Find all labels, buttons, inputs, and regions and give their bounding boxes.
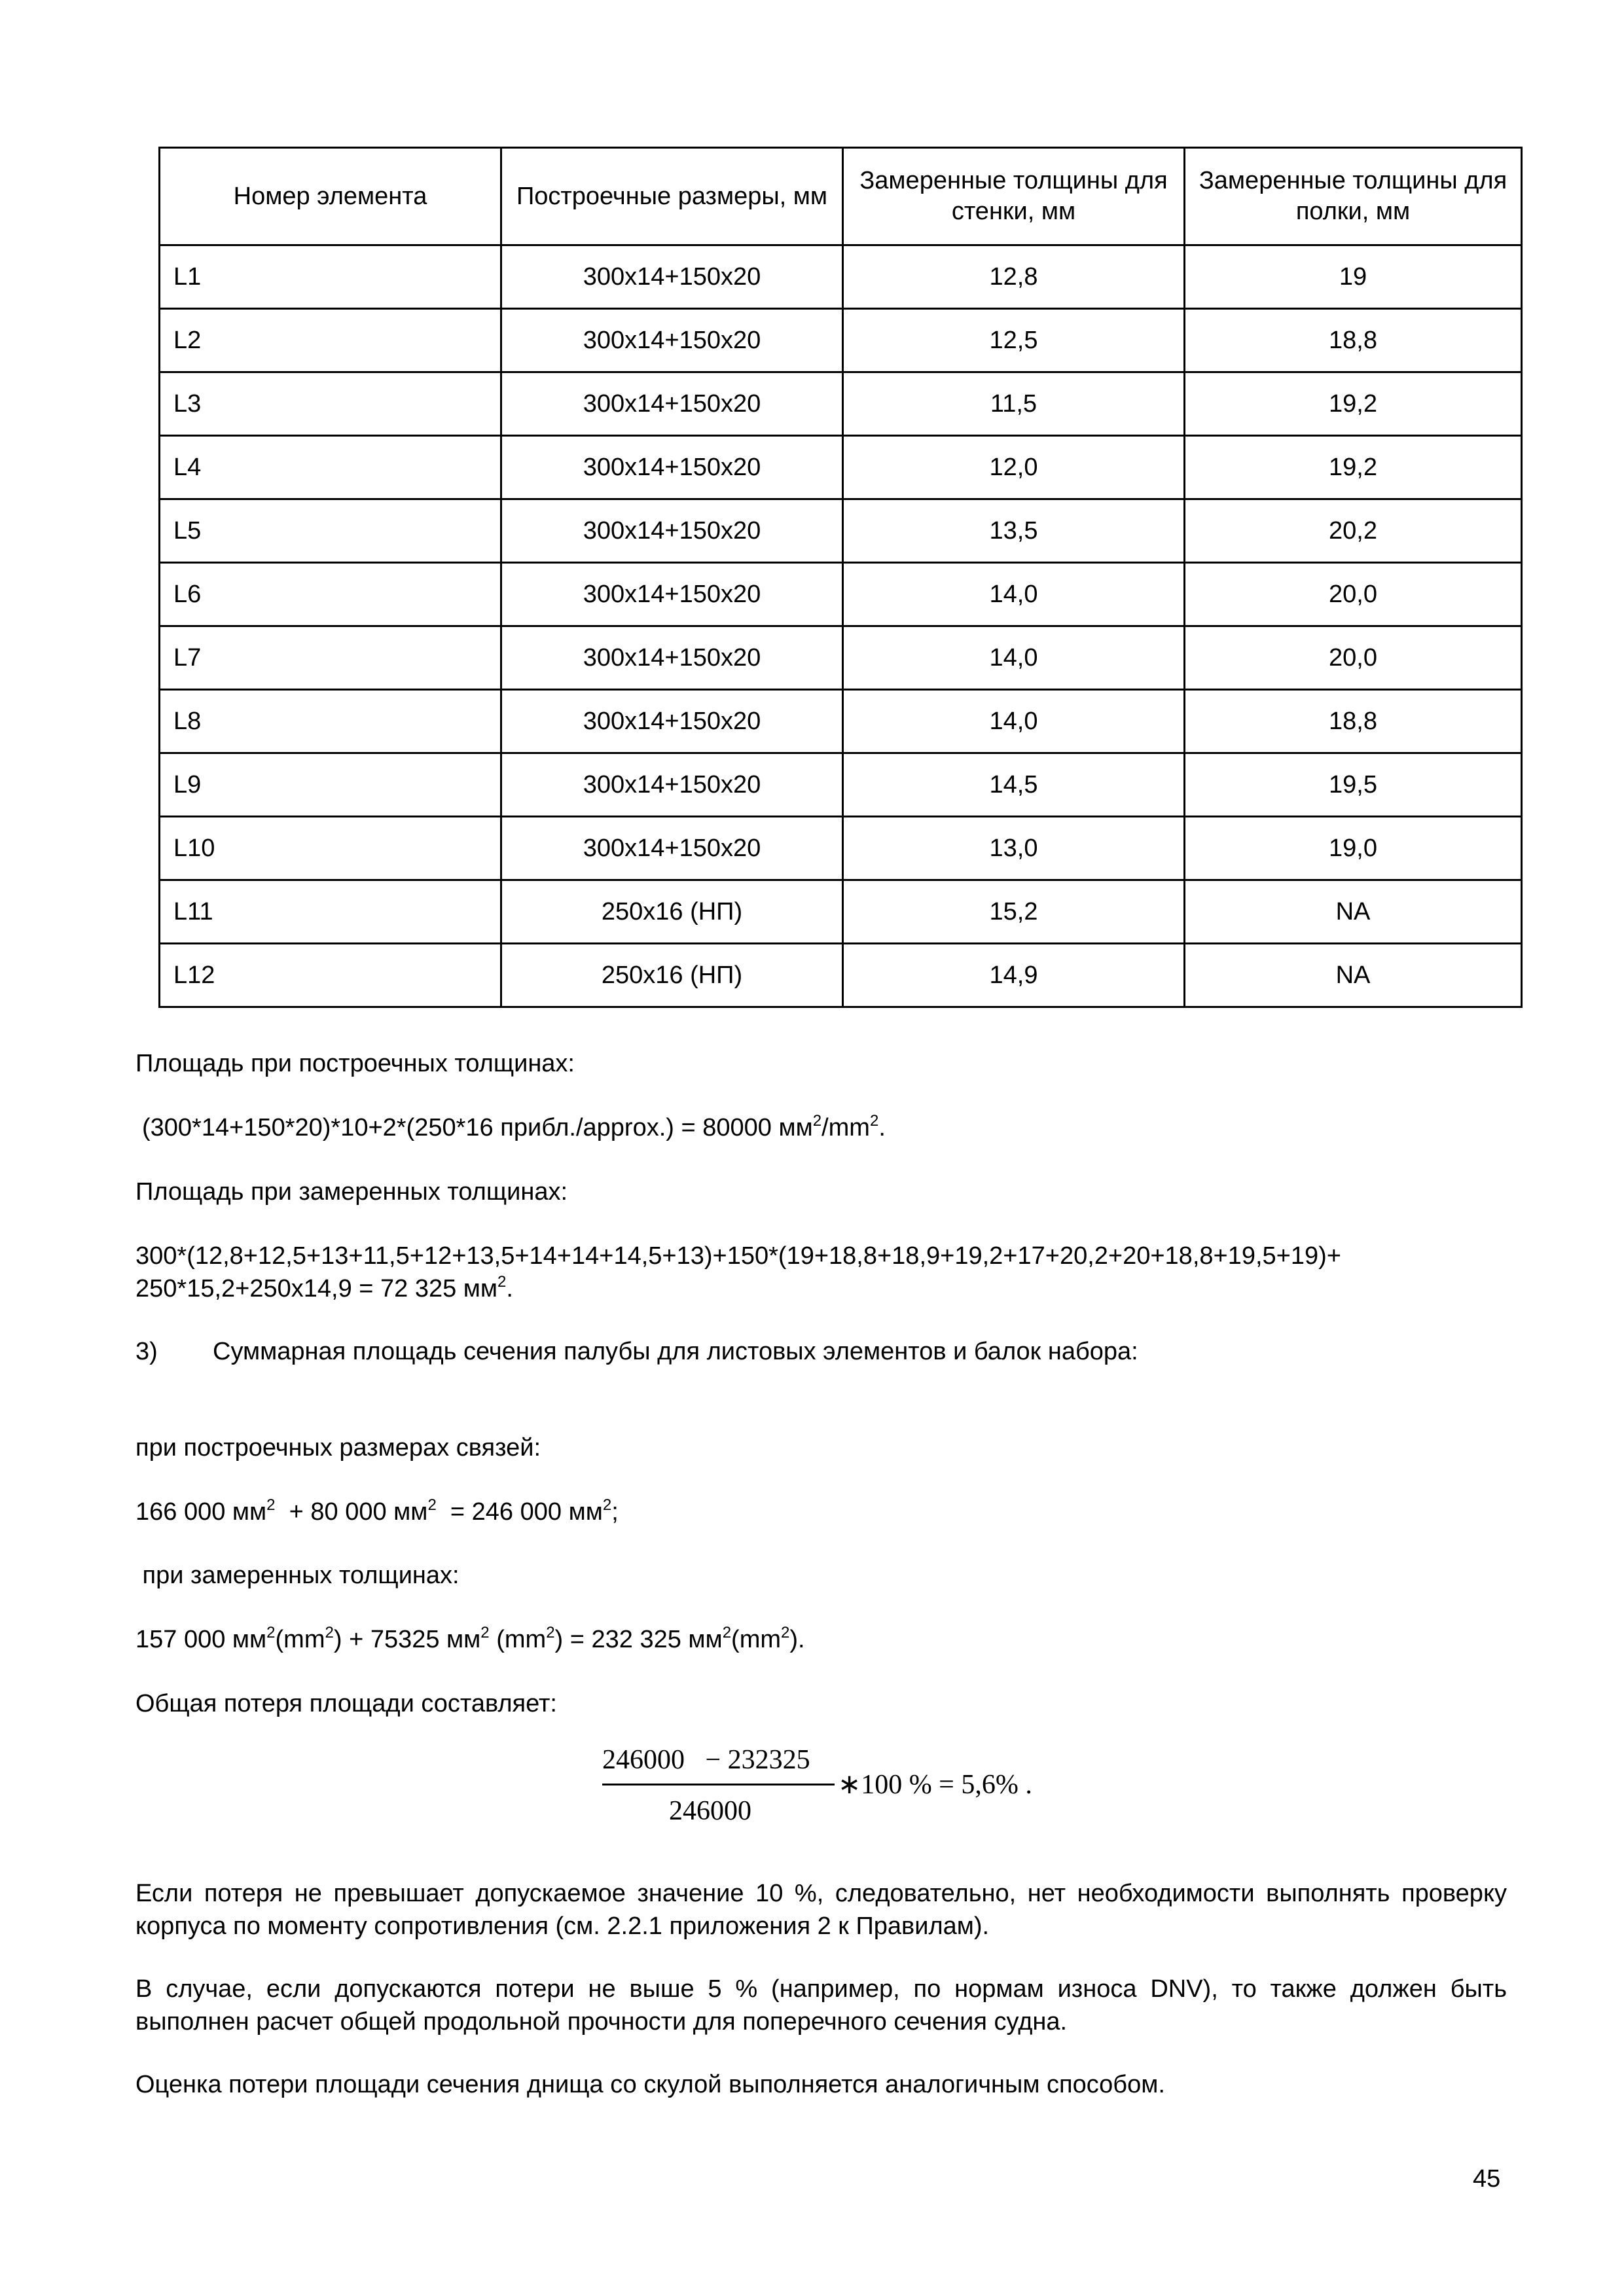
table-row xyxy=(160,690,1522,753)
table-body xyxy=(160,245,1522,1007)
cell-flange-thickness: 19,2 xyxy=(1185,372,1522,436)
cell-element-number: L10 xyxy=(160,817,501,880)
section-3-number: 3) xyxy=(135,1338,158,1365)
cell-built-size: 300x14+150x20 xyxy=(501,499,843,563)
area-measured-formula-line1: 300*(12,8+12,5+13+11,5+12+13,5+14+14+14,5+13)+150*(19+18,8+18,9+19,2+17+20,2+20+18,8+19,5+19)+ xyxy=(135,1242,1341,1270)
formula-denominator: 246000 xyxy=(669,1796,751,1826)
cell-built-size: 300x14+150x20 xyxy=(501,309,843,372)
thickness-table xyxy=(158,147,1523,1008)
cell-web-thickness: 12,5 xyxy=(843,309,1185,372)
loss-formula xyxy=(602,1744,1060,1849)
cell-element-number: L3 xyxy=(160,372,501,436)
table-row xyxy=(160,436,1522,499)
cell-element-number: L8 xyxy=(160,690,501,753)
cell-flange-thickness: 20,0 xyxy=(1185,563,1522,626)
cell-web-thickness: 15,2 xyxy=(843,880,1185,944)
cell-element-number: L7 xyxy=(160,626,501,690)
header-element-number: Номер элемента xyxy=(160,148,501,245)
cell-web-thickness: 14,9 xyxy=(843,944,1185,1007)
area-built-formula: (300*14+150*20)*10+2*(250*16 прибл./approx.) = 80000 $мм^2/mm^2$. xyxy=(142,1112,886,1141)
paragraph-loss-limit: Если потеря не превышает допускаемое значение 10 %, следовательно, нет необходимости выполнять проверку корпуса по моменту сопротивления (см. 2.2.1 приложения 2 к Правилам). xyxy=(135,1880,1507,1940)
table-row xyxy=(160,499,1522,563)
cell-web-thickness: 12,0 xyxy=(843,436,1185,499)
cell-element-number: L4 xyxy=(160,436,501,499)
paragraph-dnv-note: В случае, если допускаются потери не выше 5 % (например, по нормам износа DNV), то также должен быть выполнен расчет общей продольной прочности для поперечного сечения судна. xyxy=(135,1975,1507,2036)
cell-built-size: 300x14+150x20 xyxy=(501,563,843,626)
table-row xyxy=(160,372,1522,436)
cell-web-thickness: 13,5 xyxy=(843,499,1185,563)
cell-built-size: 300x14+150x20 xyxy=(501,690,843,753)
cell-element-number: L12 xyxy=(160,944,501,1007)
total-loss-label: Общая потеря площади составляет: xyxy=(135,1690,557,1717)
cell-built-size: 300x14+150x20 xyxy=(501,372,843,436)
cell-element-number: L11 xyxy=(160,880,501,944)
cell-web-thickness: 14,0 xyxy=(843,563,1185,626)
cell-web-thickness: 14,5 xyxy=(843,753,1185,817)
cell-flange-thickness: 19,5 xyxy=(1185,753,1522,817)
cell-element-number: L9 xyxy=(160,753,501,817)
cell-built-size: 300x14+150x20 xyxy=(501,817,843,880)
cell-element-number: L2 xyxy=(160,309,501,372)
cell-flange-thickness: 20,2 xyxy=(1185,499,1522,563)
cell-web-thickness: 14,0 xyxy=(843,690,1185,753)
cell-built-size: 300x14+150x20 xyxy=(501,245,843,309)
table-row xyxy=(160,944,1522,1007)
cell-web-thickness: 14,0 xyxy=(843,626,1185,690)
cell-built-size: 250x16 (НП) xyxy=(501,880,843,944)
table-row xyxy=(160,563,1522,626)
cell-element-number: L5 xyxy=(160,499,501,563)
cell-built-size: 300x14+150x20 xyxy=(501,626,843,690)
table-row xyxy=(160,880,1522,944)
table-row xyxy=(160,626,1522,690)
built-sizes-label: при построечных размерах связей: xyxy=(135,1434,541,1462)
cell-element-number: L1 xyxy=(160,245,501,309)
measured-label: при замеренных толщинах: xyxy=(135,1562,460,1589)
area-measured-formula-line2: 250*15,2+250x14,9 = 72 325 $мм^2$. xyxy=(135,1273,513,1302)
table-row xyxy=(160,817,1522,880)
section-3-text: Суммарная площадь сечения палубы для листовых элементов и балок набора: xyxy=(213,1338,1138,1365)
paragraph-bottom-note: Оценка потери площади сечения днища со скулой выполняется аналогичным способом. xyxy=(135,2071,1165,2098)
area-measured-label: Площадь при замеренных толщинах: xyxy=(135,1178,568,1206)
cell-web-thickness: 12,8 xyxy=(843,245,1185,309)
cell-web-thickness: 11,5 xyxy=(843,372,1185,436)
measured-sum: 157 000 $мм^2(mm^2) + 75325$ $мм^2$ $(mm^2) = 232$ 325 $мм^2(mm^2)$. xyxy=(135,1624,805,1653)
cell-flange-thickness: 19 xyxy=(1185,245,1522,309)
cell-flange-thickness: 18,8 xyxy=(1185,690,1522,753)
table-header-row xyxy=(160,148,1522,245)
formula-result: ∗100 % = 5,6% . xyxy=(838,1770,1032,1800)
page-number: 45 xyxy=(1473,2165,1501,2193)
header-flange-thickness: Замеренные толщины для полки, мм xyxy=(1185,148,1522,245)
cell-built-size: 250x16 (НП) xyxy=(501,944,843,1007)
formula-numerator: 246000 − 232325 xyxy=(602,1745,810,1775)
cell-element-number: L6 xyxy=(160,563,501,626)
cell-flange-thickness: 19,0 xyxy=(1185,817,1522,880)
cell-web-thickness: 13,0 xyxy=(843,817,1185,880)
table-row xyxy=(160,309,1522,372)
section-3-heading xyxy=(135,1335,158,1368)
cell-built-size: 300x14+150x20 xyxy=(501,753,843,817)
cell-flange-thickness: NA xyxy=(1185,944,1522,1007)
cell-flange-thickness: 20,0 xyxy=(1185,626,1522,690)
cell-flange-thickness: NA xyxy=(1185,880,1522,944)
table-row xyxy=(160,245,1522,309)
cell-flange-thickness: 19,2 xyxy=(1185,436,1522,499)
header-web-thickness: Замеренные толщины для стенки, мм xyxy=(843,148,1185,245)
cell-flange-thickness: 18,8 xyxy=(1185,309,1522,372)
table-row xyxy=(160,753,1522,817)
built-sizes-sum: 166 000 $мм^2 + 80$ 000 $мм^2 = 246$ 000 $мм^2$; xyxy=(135,1496,619,1526)
fraction-bar xyxy=(602,1784,835,1785)
header-built-sizes: Построечные размеры, мм xyxy=(501,148,843,245)
area-built-label: Площадь при построечных толщинах: xyxy=(135,1050,575,1077)
cell-built-size: 300x14+150x20 xyxy=(501,436,843,499)
